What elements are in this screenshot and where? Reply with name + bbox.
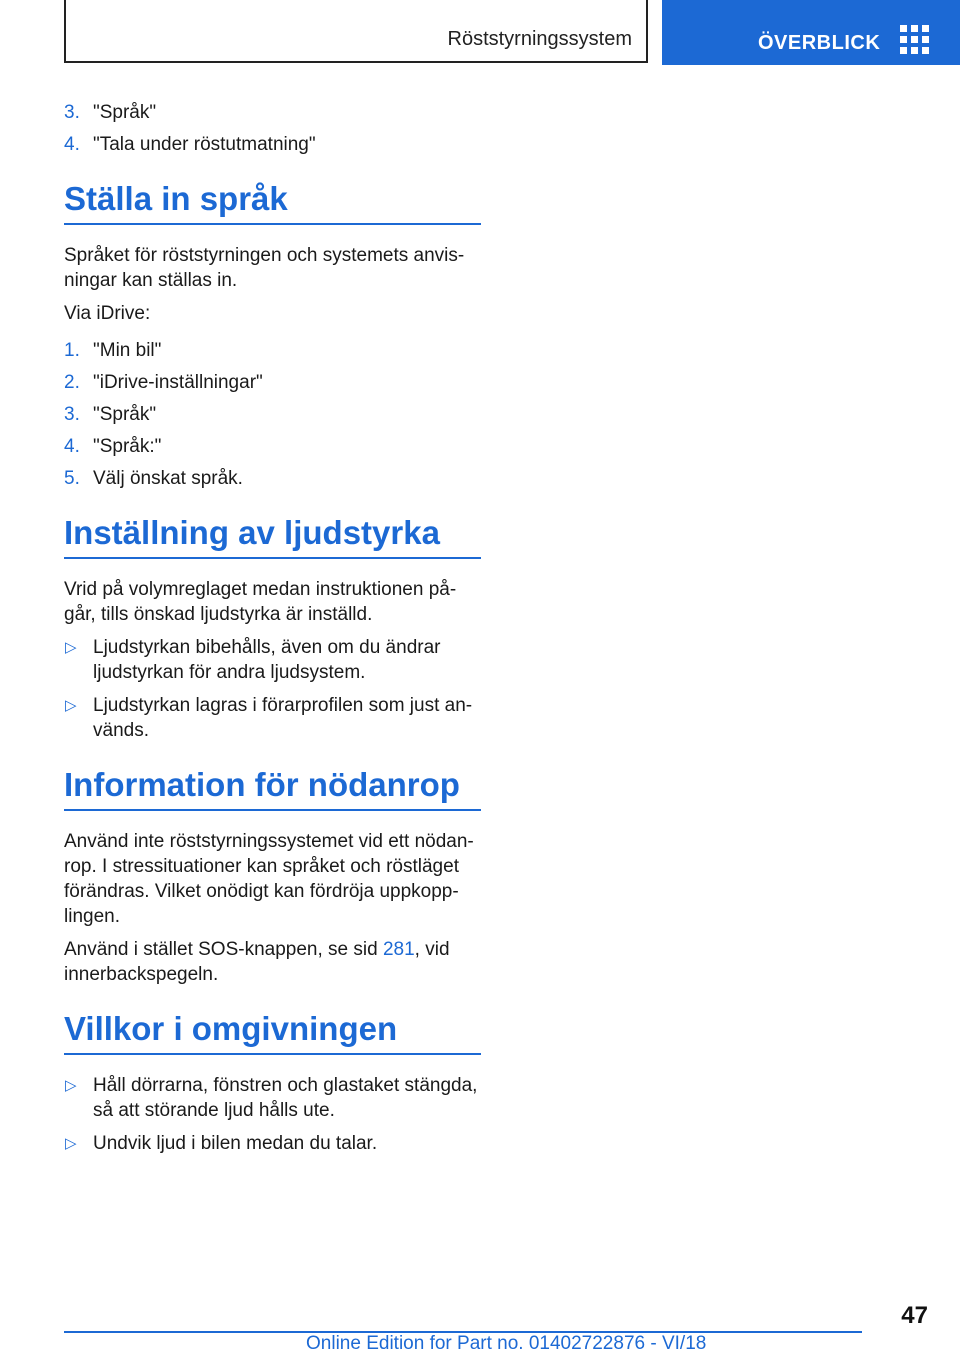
list-item: 3. "Språk" <box>64 404 157 425</box>
intro-list <box>64 100 481 157</box>
bullet-list <box>64 635 481 743</box>
triangle-bullet-icon: ▷ <box>65 639 77 656</box>
header-section-box <box>64 0 648 63</box>
overview-tab-label: ÖVERBLICK <box>758 32 881 54</box>
list-item: 4. "Språk:" <box>64 436 162 457</box>
steps-list <box>64 338 481 491</box>
heading-villkor-i-omgivningen: Villkor i omgivningen <box>64 1009 481 1055</box>
via-idrive-label: Via iDrive: <box>64 303 151 324</box>
paragraph: Språket för röststyrningen och systemets anvis-ningar kan ställas in. <box>64 245 465 291</box>
section-title: Röststyrningssystem <box>447 28 632 50</box>
list-item: ▷ Håll dörrarna, fönstren och glastaket stängda, så att störande ljud hålls ute. <box>65 1075 478 1121</box>
overview-tab[interactable] <box>662 0 960 65</box>
list-item: ▷ Undvik ljud i bilen medan du talar. <box>65 1133 378 1154</box>
list-item: ▷ Ljudstyrkan bibehålls, även om du ändrar ljudstyrkan för andra ljudsystem. <box>65 637 441 683</box>
grid-icon <box>900 25 929 54</box>
page-content <box>64 100 481 1156</box>
page-number: 47 <box>901 1302 928 1329</box>
paragraph: Använd i stället SOS-knappen, se sid 281, vid innerbackspegeln. <box>64 939 450 985</box>
heading-information-for-nodanrop: Information för nödanrop <box>64 765 481 811</box>
bullet-list <box>64 1073 481 1156</box>
triangle-bullet-icon: ▷ <box>65 1135 77 1152</box>
paragraph: Vrid på volymreglaget medan instruktionen på-går, tills önskad ljudstyrka är inställd. <box>64 579 457 625</box>
page-link-281[interactable]: 281 <box>382 939 415 960</box>
list-item: ▷ Ljudstyrkan lagras i förarprofilen som just an-vänds. <box>65 695 473 741</box>
triangle-bullet-icon: ▷ <box>65 697 77 714</box>
list-item: 3. "Språk" <box>64 102 157 123</box>
heading-installning-av-ljudstyrka: Inställning av ljudstyrka <box>64 513 481 559</box>
paragraph: Använd inte röststyrningssystemet vid ett nödan-rop. I stressituationer kan språket och röstläget förändras. Vilket onödigt kan fördröja uppkopp-lingen. <box>64 831 474 927</box>
heading-stalla-in-sprak: Ställa in språk <box>64 179 481 225</box>
triangle-bullet-icon: ▷ <box>65 1077 77 1094</box>
list-item: 5. Välj önskat språk. <box>64 468 243 489</box>
list-item: 4. "Tala under röstutmatning" <box>64 134 316 155</box>
list-item: 1. "Min bil" <box>64 340 162 361</box>
edition-footer: Online Edition for Part no. 01402722876 - VI/18 <box>306 1333 707 1354</box>
list-item: 2. "iDrive-inställningar" <box>64 372 263 393</box>
